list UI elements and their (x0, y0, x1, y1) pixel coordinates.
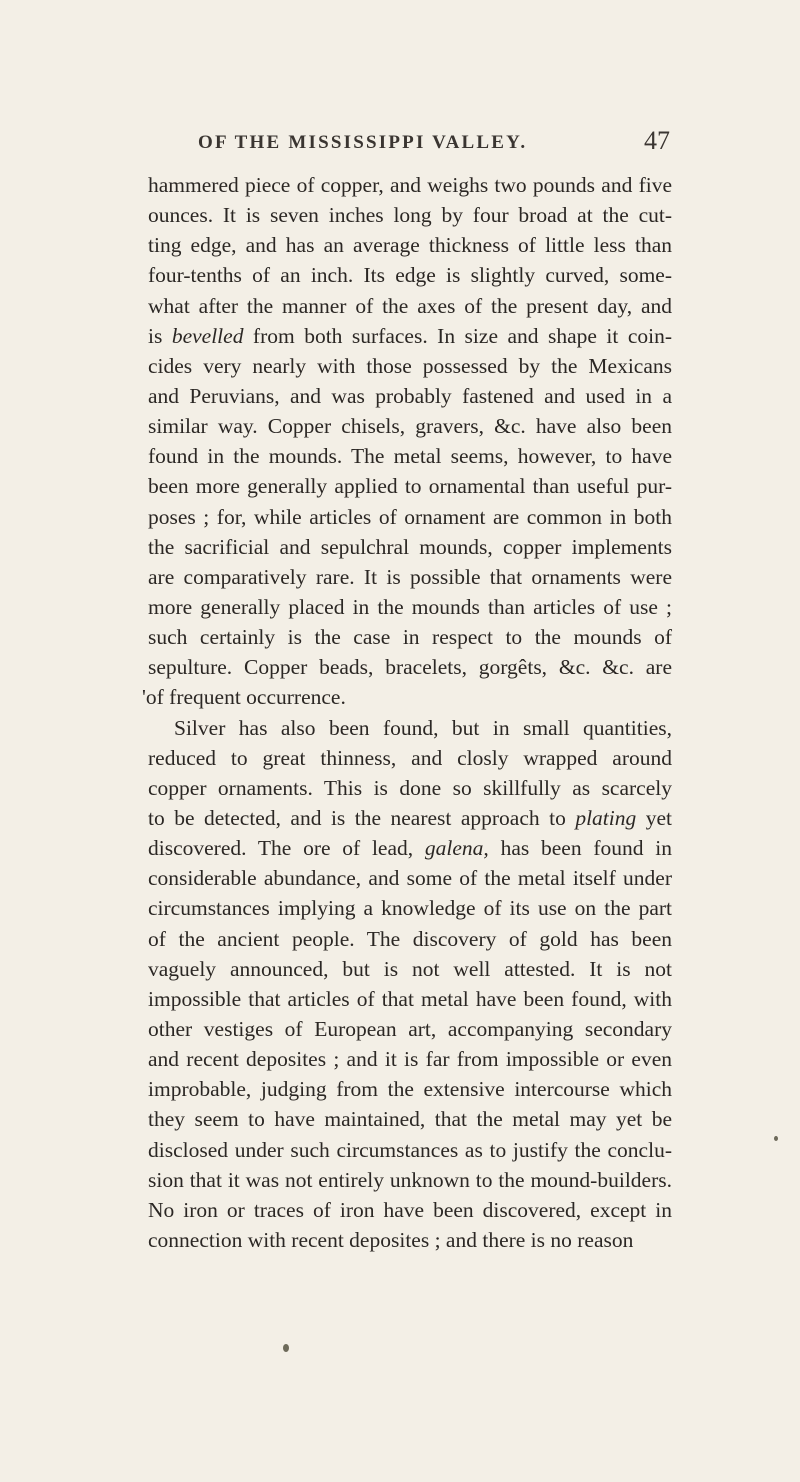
text-segment: reduced to great thinness, and closly wrapped around (148, 745, 672, 770)
text-line (148, 291, 672, 321)
paper-speck (283, 1344, 289, 1352)
text-line (148, 893, 672, 923)
text-segment: ounces. It is seven inches long by four broad at the cut- (148, 203, 672, 228)
text-line (148, 321, 672, 351)
italic-text: galena, (424, 836, 489, 861)
text-segment: vaguely announced, but is not well attested. It is not (148, 956, 672, 981)
text-line (148, 1195, 672, 1225)
paper-speck (774, 1136, 778, 1141)
text-line (148, 1135, 672, 1165)
text-line (148, 532, 672, 562)
text-segment: considerable abundance, and some of the metal itself under (148, 866, 672, 891)
text-line (148, 652, 672, 682)
text-line (148, 743, 672, 773)
text-line (148, 833, 672, 863)
text-line (148, 1165, 672, 1195)
text-segment: discovered. The ore of lead, (148, 836, 425, 861)
text-line (148, 984, 672, 1014)
text-segment: poses ; for, while articles of ornament are common in both (148, 504, 672, 529)
text-segment: four-tenths of an inch. Its edge is slightly curved, some- (148, 263, 672, 288)
text-segment: 'of frequent occurrence. (142, 685, 346, 710)
text-line (148, 260, 672, 290)
text-line (148, 954, 672, 984)
text-segment: circumstances implying a knowledge of its use on the part (148, 896, 672, 921)
text-line (148, 1074, 672, 1104)
text-line (142, 682, 672, 712)
text-line (148, 803, 672, 833)
text-line (148, 471, 672, 501)
text-line (148, 773, 672, 803)
text-line (148, 351, 672, 381)
text-segment: the sacrificial and sepulchral mounds, copper implements (148, 534, 672, 559)
text-line (148, 713, 672, 743)
text-line (148, 1014, 672, 1044)
text-segment: other vestiges of European art, accompanying secondary (148, 1016, 672, 1041)
text-segment: what after the manner of the axes of the present day, and (148, 293, 672, 318)
text-line (148, 441, 672, 471)
text-line (148, 924, 672, 954)
text-line (148, 200, 672, 230)
text-segment: yet (636, 805, 672, 830)
text-segment: they seem to have maintained, that the metal may yet be (148, 1107, 672, 1132)
text-segment: cides very nearly with those possessed by the Mexicans (148, 353, 672, 378)
italic-text: plating (575, 805, 637, 830)
text-line (148, 502, 672, 532)
text-segment: has been found in (488, 836, 672, 861)
text-segment: of the ancient people. The discovery of gold has been (148, 926, 672, 951)
text-line (148, 170, 672, 200)
text-segment: are comparatively rare. It is possible that ornaments were (148, 564, 672, 589)
text-segment: more generally placed in the mounds than articles of use ; (148, 594, 672, 619)
text-segment: and recent deposites ; and it is far from impossible or even (148, 1047, 672, 1072)
text-line (148, 863, 672, 893)
text-segment: from both surfaces. In size and shape it coin- (243, 323, 673, 348)
text-segment: is (148, 323, 172, 348)
text-segment: sepulture. Copper beads, bracelets, gorgêts, &c. &c. are (148, 655, 672, 680)
text-line (148, 622, 672, 652)
text-line (148, 230, 672, 260)
text-segment: and Peruvians, and was probably fastened and used in a (148, 383, 672, 408)
text-line (148, 562, 672, 592)
text-segment: similar way. Copper chisels, gravers, &c. have also been (148, 414, 672, 439)
text-line (148, 1104, 672, 1134)
text-line (148, 1225, 672, 1255)
text-segment: such certainly is the case in respect to the mounds of (148, 625, 672, 650)
text-segment: copper ornaments. This is done so skillfully as scarcely (148, 775, 672, 800)
running-title: OF THE MISSISSIPPI VALLEY. (198, 132, 528, 153)
text-line (148, 411, 672, 441)
page-number: 47 (644, 126, 670, 155)
text-segment: improbable, judging from the extensive intercourse which (148, 1077, 672, 1102)
text-segment: found in the mounds. The metal seems, however, to have (148, 444, 672, 469)
text-segment: connection with recent deposites ; and there is no reason (148, 1227, 634, 1252)
body-text (142, 170, 673, 1255)
text-segment: been more generally applied to ornamental than useful pur- (148, 474, 672, 499)
text-segment: Silver has also been found, but in small quantities, (174, 715, 672, 740)
text-line (148, 381, 672, 411)
text-segment: to be detected, and is the nearest approach to (148, 805, 576, 830)
text-segment: impossible that articles of that metal have been found, with (148, 986, 672, 1011)
running-header (0, 126, 800, 160)
text-segment: ting edge, and has an average thickness of little less than (148, 233, 672, 258)
text-line (148, 1044, 672, 1074)
text-segment: hammered piece of copper, and weighs two pounds and five (148, 173, 672, 197)
italic-text: bevelled (171, 323, 244, 348)
text-line (148, 592, 672, 622)
text-segment: No iron or traces of iron have been discovered, except in (148, 1197, 672, 1222)
text-segment: disclosed under such circumstances as to justify the conclu- (148, 1137, 672, 1162)
text-segment: sion that it was not entirely unknown to the mound-builders. (148, 1167, 672, 1192)
